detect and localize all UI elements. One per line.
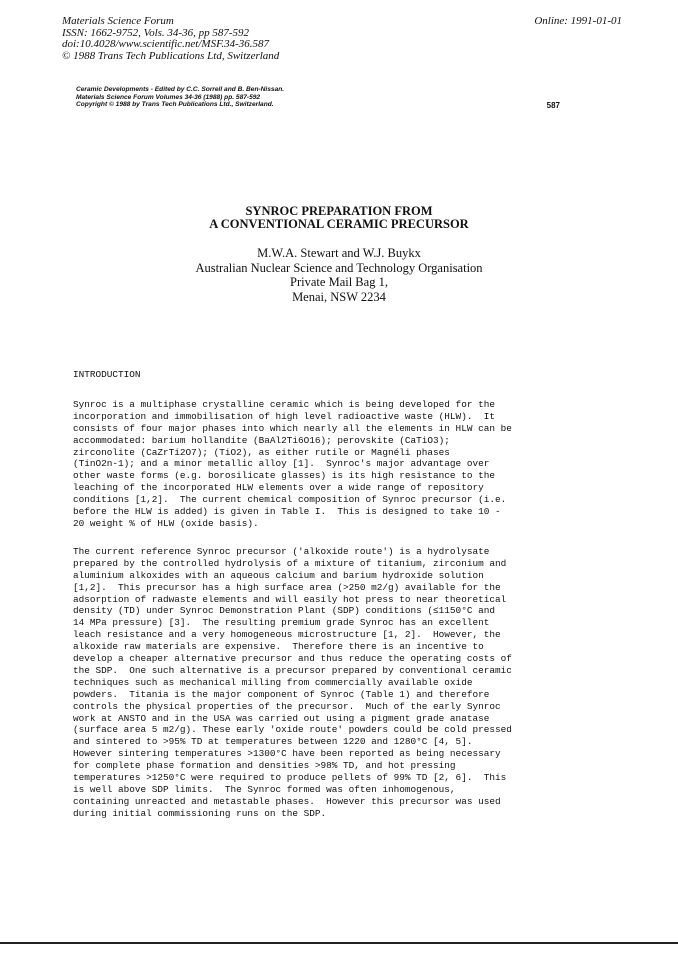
title-line: SYNROC PREPARATION FROM <box>245 204 433 218</box>
title-line: A CONVENTIONAL CERAMIC PRECURSOR <box>209 217 469 231</box>
journal-copyright: © 1988 Trans Tech Publications Ltd, Switzerland <box>62 49 280 62</box>
online-date: Online: 1991-01-01 <box>534 15 622 27</box>
proceedings-copyright: Copyright © 1988 by Trans Tech Publications Ltd., Switzerland. <box>76 101 274 109</box>
proceedings-info <box>76 86 546 109</box>
journal-metadata <box>62 16 622 62</box>
journal-doi: doi:10.4028/www.scientific.net/MSF.34-36.587 <box>62 38 270 50</box>
article-body <box>73 369 613 836</box>
paragraph-precursor: The current reference Synroc precursor ('alkoxide route') is a hydrolysate prepared by the controlled hydrolysis of a mixture of titanium, zirconium and aluminium alkoxides with an aqueous calcium and barium hydroxide solution [1,2]. This precursor has a high surface area (>250 m2/g) available for the adsorption of radwaste elements and will easily hot press to near theoretical density (TD) under Synroc Demonstration Plant (SDP) conditions (≤1150°C and 14 MPa pressure) [3]. The resulting premium grade Synroc has an excellent leach resistance and a very homogeneous microstructure [1, 2]. However, the alkoxide raw materials are expensive. Therefore there is an incentive to develop a cheaper alternative precursor and thus reduce the operating costs of the SDP. One such alternative is a precursor prepared by conventional ceramic techniques such as mechanical milling from commercially available oxide powders. Titania is the major component of Synroc (Table 1) and therefore controls the physical properties of the precursor. Much of the early Synroc work at ANSTO and in the USA was carried out using a pigment grade anatase (surface area 5 m2/g). These early 'oxide route' powders could be cold pressed and sintered to >95% TD at temperatures between 1220 and 1280°C [4, 5]. However sintering temperatures >1300°C have been reported as being necessary for complete phase formation and densities >98% TD, and hot pressing temperatures >1250°C were required to produce pellets of 99% TD [2, 6]. This is well above SDP limits. The Synroc formed was often inhomogenous, containing unreacted and metastable phases. However this precursor was used during initial commissioning runs on the SDP. <box>73 545 512 819</box>
author-names: M.W.A. Stewart and W.J. Buykx <box>257 246 421 260</box>
author-affiliation: Australian Nuclear Science and Technology Organisation <box>195 260 483 275</box>
author-block <box>0 246 678 304</box>
section-heading: INTRODUCTION <box>73 369 141 380</box>
paragraph-intro: Synroc is a multiphase crystalline ceramic which is being developed for the incorporation and immobilisation of high level radioactive waste (HLW). It consists of four major phases into which nearly all the elements in HLW can be accommodated: barium hollandite (BaAl2Ti6O16); perovskite (CaTiO3); zirconolite (CaZrTi2O7); (TiO2), as either rutile or Magnéli phases (TinO2n-1); and a minor metallic alloy [1]. Synroc's major advantage over other waste forms (e.g. borosilicate glasses) is its high resistance to the leaching of the incorporated HLW elements over a wide range of repository conditions [1,2]. The current chemical composition of Synroc precursor (i.e. before the HLW is added) is given in Table I. This is designed to take 10 - 20 weight % of HLW (oxide basis). <box>73 398 512 529</box>
page-number: 587 <box>546 101 560 110</box>
proceedings-volume: Materials Science Forum Volumes 34-36 (1988) pp. 587-592 <box>76 93 261 101</box>
journal-name: Materials Science Forum <box>62 15 174 27</box>
author-city: Menai, NSW 2234 <box>292 289 386 304</box>
author-address: Private Mail Bag 1, <box>290 275 388 289</box>
paper-title <box>0 205 678 231</box>
journal-issn: ISSN: 1662-9752, Vols. 34-36, pp 587-592 <box>62 26 249 39</box>
page-bottom-rule <box>0 942 678 944</box>
proceedings-editors: Ceramic Developments - Edited by C.C. Sorrell and B. Ben-Nissan. <box>76 86 285 93</box>
